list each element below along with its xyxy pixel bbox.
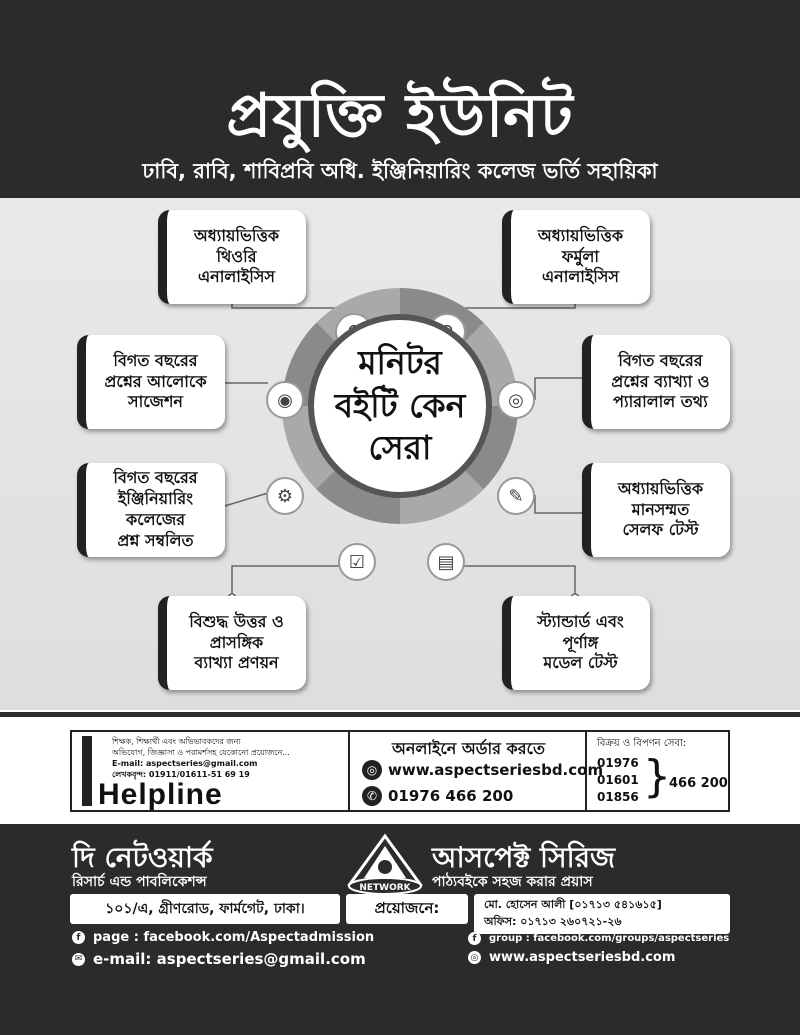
globe-icon: ◎: [497, 381, 535, 419]
order-info: [352, 732, 604, 810]
contact-box: [474, 894, 730, 934]
facebook-group[interactable]: group : facebook.com/groups/aspectseries: [489, 933, 730, 944]
sales-prefix: 01601: [597, 773, 639, 787]
page-subtitle: ঢাবি, রাবি, শাবিপ্রবি অধি. ইঞ্জিনিয়ারিং কলেজ ভর্তি সহায়িকা: [142, 159, 658, 183]
card-text: বিশুদ্ধ উত্তর ও প্রাসঙ্গিক ব্যাখ্যা প্রণয়ন: [189, 611, 284, 673]
card-previous-explanation: [582, 335, 730, 429]
facebook-page-row[interactable]: [72, 930, 374, 945]
globe-icon: ◎: [362, 760, 382, 780]
card-text: অধ্যায়ভিত্তিক মানসম্মত সেলফ টেস্ট: [617, 478, 704, 540]
need-label: প্রয়োজনে:: [346, 894, 468, 924]
card-previous-suggestion: [77, 335, 225, 429]
hub-center-text: মনিটর বইটি কেন সেরা: [308, 314, 492, 498]
page-title: প্রযুক্তি ইউনিট: [226, 81, 574, 151]
header-banner: [0, 0, 800, 198]
card-text: স্ট্যান্ডার্ড এবং পূর্ণাঙ্গ মডেল টেস্ট: [537, 611, 624, 673]
checklist-icon: ☑: [338, 543, 376, 581]
card-chapter-theory: [158, 210, 306, 304]
facebook-group-row[interactable]: [468, 932, 729, 945]
helpline-bar: [82, 736, 92, 806]
helpline-line-2: অভিযোগ, জিজ্ঞাসা ও পরামর্শসহ যেকোনো প্রয়োজনে...: [112, 748, 290, 757]
helpline-info: [72, 732, 350, 810]
footer: [0, 824, 800, 1035]
whatsapp-icon: ✆: [362, 786, 382, 806]
gear-icon: ⚙: [266, 477, 304, 515]
sales-prefix: 01856: [597, 790, 639, 804]
order-website-row[interactable]: [362, 760, 603, 780]
order-whatsapp[interactable]: 01976 466 200: [388, 787, 514, 805]
sales-info: [589, 732, 728, 810]
divider: [0, 712, 800, 717]
sales-title: বিক্রয় ও বিপণন সেবা:: [597, 738, 687, 749]
sales-prefix: 01976: [597, 756, 639, 770]
card-text: বিগত বছরের প্রশ্নের ব্যাখ্যা ও প্যারালাল তথ্য: [611, 350, 710, 412]
aspect-name: আসপেক্ট সিরিজ: [432, 841, 616, 874]
facebook-page[interactable]: page : facebook.com/Aspectadmission: [93, 930, 375, 945]
card-pure-answers: [158, 596, 306, 690]
card-engineering-questions: [77, 463, 225, 557]
card-text: বিগত বছরের ইঞ্জিনিয়ারিং কলেজের প্রশ্ন সম্বলিত: [113, 468, 198, 550]
network-subtitle: রিসার্চ এন্ড পাবলিকেশন্স: [72, 874, 207, 890]
network-logo: [340, 832, 430, 896]
facebook-icon: f: [72, 931, 85, 944]
address-box: ১০১/এ, গ্রীণরোড, ফার্মগেট, ঢাকা।: [70, 894, 340, 924]
document-icon: ✎: [497, 477, 535, 515]
network-name: দি নেটওয়ার্ক: [72, 841, 213, 874]
card-self-test: [582, 463, 730, 557]
helpline-word: Helpline: [98, 778, 223, 811]
brace-glyph: }: [643, 751, 671, 802]
facebook-icon: f: [468, 932, 481, 945]
contact-office: অফিস: ০১৭১৩ ২৬০৭২১-২৬: [484, 915, 622, 928]
helpline-email[interactable]: E-mail: aspectseries@gmail.com: [112, 759, 258, 768]
aspect-subtitle: পাঠ্যবইকে সহজ করার প্রয়াস: [432, 874, 593, 890]
contact-person: মো. হোসেন আলী [০১৭১৩ ৫৪১৬১৫]: [484, 898, 662, 911]
report-icon: ▤: [427, 543, 465, 581]
card-chapter-formula: [502, 210, 650, 304]
card-text: বিগত বছরের প্রশ্নের আলোকে সাজেশন: [104, 350, 207, 412]
order-website[interactable]: www.aspectseriesbd.com: [388, 761, 604, 779]
helpline-writers: লেখকবৃন্দ: 01911/01611-51 69 19: [112, 770, 250, 779]
card-text: অধ্যায়ভিত্তিক ফর্মুলা এনালাইসিস: [537, 225, 624, 287]
helpline-box: [70, 730, 730, 812]
email-icon: ✉: [72, 953, 85, 966]
footer-website-row[interactable]: [468, 950, 675, 965]
footer-email[interactable]: e-mail: aspectseries@gmail.com: [93, 950, 366, 968]
footer-website[interactable]: www.aspectseriesbd.com: [489, 950, 676, 965]
sales-suffix: 466 200: [669, 776, 728, 791]
card-text: অধ্যায়ভিত্তিক থিওরি এনালাইসিস: [193, 225, 280, 287]
lightbulb-icon: ◉: [266, 381, 304, 419]
card-model-test: [502, 596, 650, 690]
helpline-line-1: শিক্ষক, শিক্ষার্থী এবং অভিভাবকদের জন্য: [112, 737, 241, 746]
logo-text: NETWORK: [359, 883, 411, 893]
footer-email-row[interactable]: [72, 950, 366, 968]
globe-icon: ◎: [468, 951, 481, 964]
order-whatsapp-row[interactable]: [362, 786, 513, 806]
order-title: অনলাইনে অর্ডার করতে: [392, 739, 545, 758]
